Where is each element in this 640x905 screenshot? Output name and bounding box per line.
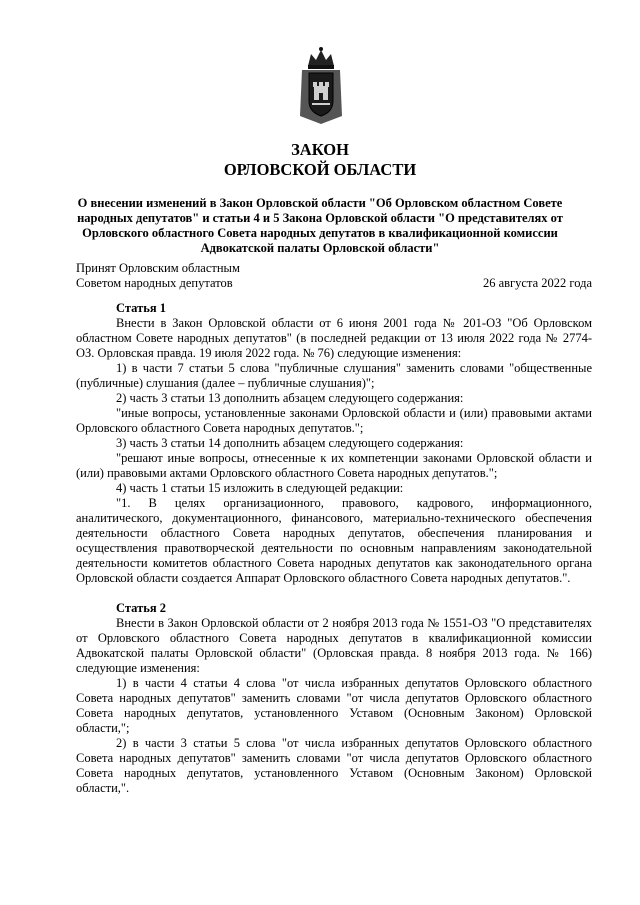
law-title: ЗАКОН xyxy=(291,140,349,159)
adoption-date: 26 августа 2022 года xyxy=(482,276,592,290)
coat-of-arms-icon xyxy=(298,46,344,126)
article-2-intro: Внести в Закон Орловской области от 2 ноября 2013 года № 1551-ОЗ "О представителях от Орловского областного Совета народных депутатов в квалификационной комиссии Адвокатской палаты Орловской области" (Орловская правда. 8 ноября 2013 года. № 166) следующие изменения: xyxy=(76,616,592,675)
article-spacer xyxy=(76,586,592,601)
adopted-line-2: Советом народных депутатов xyxy=(76,276,233,290)
region-title: ОРЛОВСКОЙ ОБЛАСТИ xyxy=(223,160,417,179)
article-1-item-1: 1) в части 7 статьи 5 слова "публичные слушания" заменить словами "общественные (публичные) слушания (далее – публичные слушания)"; xyxy=(76,361,592,390)
adopted-by xyxy=(76,261,240,291)
article-1-item-4-text: "1. В целях организационного, правового, кадрового, информационного, аналитического, документационного, финансового, материально-технического обеспечения деятельности областного Совета народных депутатов, обеспечения планирования и осуществления правотворческой деятельности по основным направлениям законодательной деятельности комитетов областного Совета народных депутатов как законодательного органа Орловской области создается Аппарат Орловского областного Совета народных депутатов.". xyxy=(76,496,592,585)
article-2-heading: Статья 2 xyxy=(116,601,166,615)
article-2-item-2: 2) в части 3 статьи 5 слова "от числа избранных депутатов Орловского областного Совета народных депутатов" заменить словами "от числа депутатов Орловского областного Совета народных депутатов, установленного Уставом (Основным Законом) Орловской области,". xyxy=(76,736,592,795)
article-2-item-1: 1) в части 4 статьи 4 слова "от числа избранных депутатов Орловского областного Совета народных депутатов" заменить словами "от числа депутатов Орловского областного Совета народных депутатов, установленного Уставом (Основным Законом) Орловской области,"; xyxy=(76,676,592,735)
article-1-item-4: 4) часть 1 статьи 15 изложить в следующей редакции: xyxy=(116,481,404,495)
article-1-item-3: 3) часть 3 статьи 14 дополнить абзацем следующего содержания: xyxy=(116,436,464,450)
adopted-line-1: Принят Орловским областным xyxy=(76,261,240,275)
article-1-item-2-text: "иные вопросы, установленные законами Орловской области и (или) правовыми актами Орловского областного Совета народных депутатов."; xyxy=(76,406,592,435)
article-1-intro: Внести в Закон Орловской области от 6 июня 2001 года № 201-ОЗ "Об Орловском областном Совете народных депутатов" (в последней редакции от 13 июля 2022 года № 2774-ОЗ. Орловская правда. 19 июля 2022 года. № 76) следующие изменения: xyxy=(76,316,592,360)
article-1-item-2: 2) часть 3 статьи 13 дополнить абзацем следующего содержания: xyxy=(116,391,464,405)
article-1-heading: Статья 1 xyxy=(116,301,166,315)
article-1-item-3-text: "решают иные вопросы, отнесенные к их компетенции законами Орловской области и (или) правовыми актами Орловского областного Совета народных депутатов."; xyxy=(76,451,592,480)
law-subtitle: О внесении изменений в Закон Орловской области "Об Орловском областном Совете народных депутатов" и статьи 4 и 5 Закона Орловской области "О представителях от Орловского областного Совета народных депутатов в квалификационной комиссии Адвокатской палаты Орловской области" xyxy=(77,196,563,255)
document-body xyxy=(76,301,592,796)
